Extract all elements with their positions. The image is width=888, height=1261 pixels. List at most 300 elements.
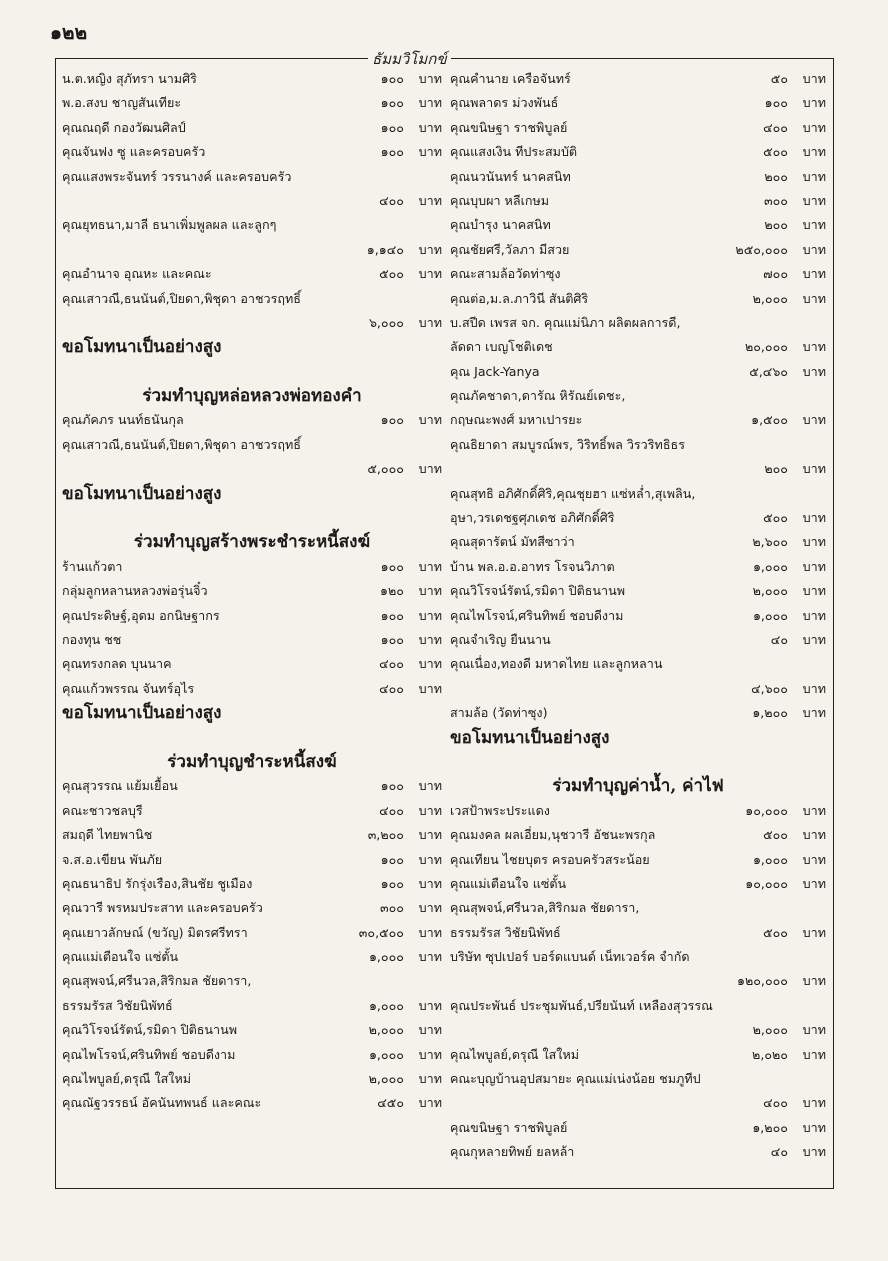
donation-entry <box>62 579 442 603</box>
donor-name: คุณกุหลายทิพย์ ยลหล้า <box>450 1144 575 1160</box>
currency-unit: บาท <box>802 339 826 355</box>
thanks-line: ขอโมทนาเป็นอย่างสูง <box>450 727 610 748</box>
donation-amount: ๑๐,๐๐๐ <box>745 875 788 891</box>
currency-unit: บาท <box>802 705 826 721</box>
donation-amount: ๑,๐๐๐ <box>752 851 788 867</box>
donor-name: คุณณฤดี กองวัฒนศิลป์ <box>62 119 186 135</box>
donation-entry <box>450 384 826 408</box>
section-heading: ร่วมทำบุญสร้างพระชำระหนี้สงฆ์ <box>133 532 371 553</box>
currency-unit: บาท <box>418 583 442 599</box>
donation-amount: ๑๐๐ <box>380 778 404 794</box>
donor-name: คุณคำนาย เครือจันทร์ <box>450 71 571 86</box>
donor-name: คุณเทียน ไชยบุตร ครอบครัวสระน้อย <box>450 851 650 867</box>
donor-name: คุณสุดารัตน์ มัทสีซาว่า <box>450 534 575 550</box>
donor-name: คุณณัฐวรรธน์ อัคนันทพนธ์ และคณะ <box>62 1095 262 1111</box>
currency-unit: บาท <box>418 144 442 160</box>
currency-unit: บาท <box>418 192 442 208</box>
donation-amount: ๑,๐๐๐ <box>368 1046 404 1062</box>
donation-entry <box>62 969 442 993</box>
donor-name: คุณจันฟง ซู และครอบครัว <box>62 144 206 160</box>
donation-amount: ๑๐๐ <box>764 95 788 111</box>
donation-entry <box>450 652 826 676</box>
currency-unit: บาท <box>418 656 442 672</box>
currency-unit: บาท <box>802 1022 826 1038</box>
donor-name: กองทุน ชช <box>62 631 122 647</box>
donation-entry <box>450 360 826 384</box>
donation-entry <box>62 652 442 676</box>
donor-name: คุณสุทธิ อภิศักดิ์ศิริ,คุณชุยฮา แซ่หล่ำ,สุเพลิน, <box>450 485 696 501</box>
donation-entry <box>62 287 442 311</box>
donation-entry <box>450 1140 826 1164</box>
donation-amount: ๑,๐๐๐ <box>368 949 404 965</box>
currency-unit: บาท <box>802 851 826 867</box>
donation-amount: ๑๐๐ <box>380 875 404 891</box>
donation-entry <box>62 774 442 798</box>
donor-name <box>62 457 308 481</box>
donation-entry <box>62 140 442 164</box>
currency-unit: บาท <box>802 510 826 526</box>
donation-amount <box>730 384 826 408</box>
currency-unit: บาท <box>802 461 826 477</box>
currency-unit: บาท <box>802 924 826 940</box>
donation-amount: ๓,๒๐๐ <box>367 827 404 843</box>
donor-name: คุณธิยาดา สมบูรณ์พร, วิริทธิ์พล วิรวริทธิธร <box>450 436 685 452</box>
donation-entry <box>62 1067 442 1091</box>
donor-name: ลัดดา เบญโชติเดช <box>450 339 553 355</box>
donor-name: คุณสุพจน์,ศรีนวล,สิริกมล ชัยดารา, <box>450 900 640 916</box>
donation-entry <box>62 921 442 945</box>
donation-entry <box>450 628 826 652</box>
currency-unit: บาท <box>418 1095 442 1111</box>
donation-amount: ๕๐๐ <box>763 144 788 160</box>
donor-name: ธรรมรัรส วิชัยนิพัทธ์ <box>62 997 173 1013</box>
donation-amount: ๑,๒๐๐ <box>752 1119 788 1135</box>
currency-unit: บาท <box>802 1144 826 1160</box>
donation-entry <box>450 408 826 432</box>
donation-amount: ๑,๕๐๐ <box>751 412 788 428</box>
currency-unit: บาท <box>802 631 826 647</box>
donor-name: คุณไพโรจน์,ศรินทิพย์ ชอบดีงาม <box>450 607 624 623</box>
donation-entry <box>62 945 442 969</box>
donation-amount: ๑๐๐ <box>380 71 404 86</box>
donation-entry <box>450 872 826 896</box>
donor-name: คุณสุวรรณ แย้มเยื้อน <box>62 778 178 794</box>
donation-entry <box>450 848 826 872</box>
donation-amount: ๑,๒๐๐ <box>752 705 788 721</box>
donor-name <box>450 1018 692 1042</box>
donor-name: ธรรมรัรส วิชัยนิพัทธ์ <box>450 924 561 940</box>
donation-amount <box>730 652 826 676</box>
donation-amount: ๔๐ <box>770 1144 788 1160</box>
donation-list-frame <box>55 58 834 1189</box>
donor-name: คุณ Jack-Yanya <box>450 363 540 379</box>
donor-name <box>450 457 692 481</box>
donor-name: พ.อ.สงบ ชาญสันเทียะ <box>62 95 182 111</box>
donation-entry <box>450 213 826 237</box>
donation-entry <box>450 677 826 701</box>
donor-name: คุณไพบูลย์,ดรุณี ใสใหม่ <box>450 1046 580 1062</box>
donation-entry <box>62 604 442 628</box>
currency-unit: บาท <box>802 607 826 623</box>
donation-entry <box>450 1043 826 1067</box>
currency-unit: บาท <box>418 412 442 428</box>
donation-amount <box>730 896 826 920</box>
spacer <box>62 360 442 384</box>
donation-entry <box>450 896 826 920</box>
currency-unit: บาท <box>802 290 826 306</box>
donation-amount <box>730 433 826 457</box>
donation-amount <box>346 213 442 237</box>
donor-name <box>450 969 692 993</box>
donor-name <box>62 189 308 213</box>
donation-amount <box>730 311 826 335</box>
donor-name: คุณต่อ,ม.ล.ภาวินี สันติศิริ <box>450 290 589 306</box>
donor-name: คุณแก้วพรรณ จันทร์อุไร <box>62 680 195 696</box>
donation-entry <box>450 604 826 628</box>
thanks-line: ขอโมทนาเป็นอย่างสูง <box>62 337 222 358</box>
donation-amount <box>346 165 442 189</box>
currency-unit: บาท <box>418 241 442 257</box>
right-column <box>450 67 826 1165</box>
currency-unit: บาท <box>802 583 826 599</box>
donor-name: คุณภัคภร นนท์ธนันกุล <box>62 412 184 428</box>
donor-name: คณะสามล้อวัดท่าซุง <box>450 266 561 282</box>
currency-unit: บาท <box>802 680 826 696</box>
currency-unit: บาท <box>418 802 442 818</box>
donation-entry <box>450 945 826 969</box>
currency-unit: บาท <box>802 412 826 428</box>
currency-unit: บาท <box>418 875 442 891</box>
currency-unit: บาท <box>418 851 442 867</box>
donation-entry <box>62 799 442 823</box>
donor-name: คุณจำเริญ ยืนนาน <box>450 631 551 647</box>
donation-entry <box>450 433 826 457</box>
donation-amount: ๓๐๐ <box>380 900 404 916</box>
donation-entry <box>450 799 826 823</box>
donation-entry <box>62 91 442 115</box>
donation-entry <box>450 311 826 335</box>
donation-amount <box>730 1067 826 1091</box>
donation-entry <box>450 921 826 945</box>
currency-unit: บาท <box>802 973 826 989</box>
donation-entry <box>62 213 442 237</box>
donor-name: คุณประดิษฐ์,อุดม อกนิษฐากร <box>62 607 220 623</box>
donation-entry <box>450 1018 826 1042</box>
left-column <box>62 67 442 1116</box>
currency-unit: บาท <box>418 680 442 696</box>
donation-entry <box>62 848 442 872</box>
currency-unit: บาท <box>802 827 826 843</box>
donation-amount: ๕๐๐ <box>763 827 788 843</box>
donor-name: คุณยุทธนา,มาลี ธนาเพิ่มพูลผล และลูกๆ <box>62 217 277 233</box>
currency-unit: บาท <box>802 1046 826 1062</box>
donation-amount <box>730 994 826 1018</box>
donation-entry <box>450 140 826 164</box>
donation-amount: ๑๒๐,๐๐๐ <box>736 973 788 989</box>
donation-amount: ๑,๐๐๐ <box>752 558 788 574</box>
donor-name: บ.สปีด เพรส จก. คุณแม่นิภา ผลิตผลการดี, <box>450 314 681 330</box>
donation-entry <box>450 262 826 286</box>
currency-unit: บาท <box>802 241 826 257</box>
donor-name: คุณสุพจน์,ศรีนวล,สิริกมล ชัยดารา, <box>62 973 252 989</box>
donor-name: คุณบำรุง นาคสนิท <box>450 217 551 233</box>
donation-entry <box>450 165 826 189</box>
donation-amount <box>346 287 442 311</box>
donation-amount: ๑๐๐ <box>380 607 404 623</box>
spacer <box>450 750 826 774</box>
donor-name: คุณภัคชาดา,ดารัณ หิรัณย์เดชะ, <box>450 388 626 404</box>
donation-entry <box>62 1091 442 1115</box>
donation-entry <box>450 823 826 847</box>
donation-entry <box>62 457 442 481</box>
donation-entry <box>62 408 442 432</box>
donor-name <box>62 238 308 262</box>
donor-name <box>450 677 692 701</box>
donor-name: คุณแม่เตือนใจ แซ่ตั้น <box>450 875 567 891</box>
donation-entry <box>450 116 826 140</box>
donation-entry <box>62 677 442 701</box>
donation-amount: ๒๐๐ <box>764 217 788 233</box>
donation-amount: ๒๕๐,๐๐๐ <box>735 241 788 257</box>
currency-unit: บาท <box>802 119 826 135</box>
donor-name: เวสป้าพระประแดง <box>450 802 550 818</box>
donation-amount <box>346 433 442 457</box>
donation-amount: ๑๐๐ <box>380 144 404 160</box>
currency-unit: บาท <box>418 1046 442 1062</box>
donor-name: คณะชาวชลบุรี <box>62 802 143 818</box>
donation-amount: ๑,๐๐๐ <box>368 997 404 1013</box>
spacer <box>62 726 442 750</box>
donor-name: กลุ่มลูกหลานหลวงพ่อรุ่นจิ๋ว <box>62 583 208 599</box>
donor-name: อุษา,วรเดชฐศุภเดช อภิศักดิ์ศิริ <box>450 510 615 526</box>
donation-amount: ๑๐๐ <box>380 412 404 428</box>
section-heading: ร่วมทำบุญค่าน้ำ, ค่าไฟ <box>552 776 724 797</box>
spacer <box>62 506 442 530</box>
donation-entry <box>62 872 442 896</box>
donor-name: บ้าน พล.อ.อ.อาทร โรจนวิภาต <box>450 558 615 574</box>
donor-name <box>62 311 308 335</box>
donation-amount: ๔๐๐ <box>379 680 404 696</box>
donor-name: ร้านแก้วตา <box>62 558 123 574</box>
donation-amount: ๔,๖๐๐ <box>751 680 788 696</box>
donor-name: คุณทรงกลด บุนนาค <box>62 656 172 672</box>
currency-unit: บาท <box>418 461 442 477</box>
donor-name: คุณชัยศรี,วัลภา มีสวย <box>450 241 570 257</box>
donor-name: คุณขนิษฐา ราชพิบูลย์ <box>450 1119 568 1135</box>
donor-name: คุณเนื่อง,ทองดี มหาดไทย และลูกหลาน <box>450 656 663 672</box>
currency-unit: บาท <box>802 875 826 891</box>
donation-entry <box>450 555 826 579</box>
currency-unit: บาท <box>802 363 826 379</box>
donor-name: คุณประพันธ์ ประชุมพันธ์,ปรียนันท์ เหลืองสุวรรณ <box>450 997 713 1013</box>
donor-name: คุณพลาดร ม่วงพันธ์ <box>450 95 559 111</box>
donation-amount: ๕๐๐ <box>763 510 788 526</box>
donor-name <box>450 1091 692 1115</box>
donation-amount: ๒,๐๐๐ <box>368 1071 404 1087</box>
currency-unit: บาท <box>802 534 826 550</box>
donation-entry <box>450 482 826 506</box>
donation-entry <box>450 579 826 603</box>
donation-amount: ๒๐๐ <box>764 168 788 184</box>
donation-amount: ๔๐๐ <box>763 1095 788 1111</box>
donor-name: คุณขนิษฐา ราชพิบูลย์ <box>450 119 568 135</box>
currency-unit: บาท <box>418 95 442 111</box>
currency-unit: บาท <box>418 997 442 1013</box>
currency-unit: บาท <box>802 71 826 86</box>
donation-amount: ๑๐,๐๐๐ <box>745 802 788 818</box>
donor-name: กฤษณะพงศ์ มหาเปารยะ <box>450 412 583 428</box>
donation-amount <box>730 945 826 969</box>
donation-amount: ๔๐๐ <box>379 802 404 818</box>
currency-unit: บาท <box>802 144 826 160</box>
donation-amount: ๕๐ <box>770 71 788 86</box>
donation-amount: ๒,๐๒๐ <box>752 1046 788 1062</box>
currency-unit: บาท <box>802 95 826 111</box>
donation-entry <box>450 1116 826 1140</box>
donor-name: คุณวิโรจน์รัตน์,รมิดา ปิติธนานพ <box>450 583 626 599</box>
currency-unit: บาท <box>418 1071 442 1087</box>
donation-entry <box>62 311 442 335</box>
donation-entry <box>450 335 826 359</box>
donation-amount: ๔๐๐ <box>763 119 788 135</box>
donor-name: สมฤดี ไทยพานิช <box>62 827 153 843</box>
donation-amount: ๕,๔๖๐ <box>749 363 788 379</box>
donation-amount: ๕,๐๐๐ <box>367 461 404 477</box>
donation-amount: ๔๐๐ <box>379 192 404 208</box>
donation-entry <box>62 116 442 140</box>
donation-entry <box>450 287 826 311</box>
donation-entry <box>62 433 442 457</box>
donation-amount: ๒,๐๐๐ <box>752 290 788 306</box>
donor-name: คุณไพโรจน์,ศรินทิพย์ ชอบดีงาม <box>62 1046 236 1062</box>
donation-entry <box>62 189 442 213</box>
currency-unit: บาท <box>802 802 826 818</box>
donation-entry <box>450 506 826 530</box>
currency-unit: บาท <box>418 71 442 86</box>
donation-entry <box>62 994 442 1018</box>
donation-entry <box>62 1043 442 1067</box>
donation-amount: ๒๐๐ <box>764 461 788 477</box>
donor-name: คุณเสาวณี,ธนนันต์,ปิยดา,พิชุดา อาชวรฤทธิ์ <box>62 290 301 306</box>
currency-unit: บาท <box>418 1022 442 1038</box>
currency-unit: บาท <box>418 607 442 623</box>
donor-name: บริษัท ซุปเปอร์ บอร์ดแบนด์ เน็ทเวอร์ค จำกัด <box>450 949 690 965</box>
donation-amount: ๓๐๐ <box>764 192 788 208</box>
donor-name: คณะบุญบ้านอุปสมายะ คุณแม่เน่งน้อย ชมภูทีป <box>450 1071 701 1087</box>
donation-entry <box>62 262 442 286</box>
donation-amount: ๕๐๐ <box>763 924 788 940</box>
donation-amount: ๔๕๐ <box>377 1095 404 1111</box>
donor-name: คุณวารี พรหมประสาท และครอบครัว <box>62 900 263 916</box>
donation-entry <box>450 238 826 262</box>
donation-amount: ๒,๐๐๐ <box>368 1022 404 1038</box>
donation-entry <box>62 165 442 189</box>
currency-unit: บาท <box>418 631 442 647</box>
currency-unit: บาท <box>802 1119 826 1135</box>
donation-entry <box>450 701 826 725</box>
donation-entry <box>450 994 826 1018</box>
donation-entry <box>62 238 442 262</box>
donor-name: คุณแสงพระจันทร์ วรรนางค์ และครอบครัว <box>62 168 292 184</box>
donation-amount: ๔๐๐ <box>379 656 404 672</box>
donor-name: คุณบุบผา หลีเกษม <box>450 192 550 208</box>
donor-name: คุณเยาวลักษณ์ (ขวัญ) มิตรศรีทรา <box>62 924 248 940</box>
donation-entry <box>62 896 442 920</box>
donor-name: คุณธนาธิป รักรุ่งเรือง,สินชัย ชูเมือง <box>62 875 253 891</box>
donation-entry <box>450 67 826 91</box>
donation-entry <box>62 555 442 579</box>
donation-amount: ๕๐๐ <box>379 266 404 282</box>
donation-entry <box>62 1018 442 1042</box>
donation-amount <box>730 482 826 506</box>
currency-unit: บาท <box>418 924 442 940</box>
donation-entry <box>450 1067 826 1091</box>
donation-entry <box>62 628 442 652</box>
currency-unit: บาท <box>418 266 442 282</box>
currency-unit: บาท <box>418 778 442 794</box>
donation-entry <box>450 969 826 993</box>
donation-amount: ๑,๑๔๐ <box>366 241 404 257</box>
currency-unit: บาท <box>802 266 826 282</box>
donor-name: สามล้อ (วัดท่าซุง) <box>450 705 548 721</box>
donation-amount: ๑๐๐ <box>380 631 404 647</box>
currency-unit: บาท <box>418 558 442 574</box>
donor-name: จ.ส.อ.เขียน พันภัย <box>62 851 163 867</box>
donor-name: คุณไพบูลย์,ดรุณี ใสใหม่ <box>62 1071 192 1087</box>
donation-amount: ๑๐๐ <box>380 119 404 135</box>
currency-unit: บาท <box>802 217 826 233</box>
donation-amount: ๗๐๐ <box>763 266 788 282</box>
donation-amount: ๑๐๐ <box>380 851 404 867</box>
donation-amount: ๔๐ <box>770 631 788 647</box>
donation-amount: ๖,๐๐๐ <box>368 314 404 330</box>
running-header: ธัมมวิโมกข์ <box>368 47 451 71</box>
donation-amount <box>346 969 442 993</box>
donation-amount: ๑๒๐ <box>380 583 404 599</box>
currency-unit: บาท <box>418 949 442 965</box>
currency-unit: บาท <box>802 1095 826 1111</box>
donation-amount: ๒,๖๐๐ <box>752 534 788 550</box>
donor-name: คุณนวนันทร์ นาคสนิท <box>450 168 571 184</box>
section-heading: ร่วมทำบุญหล่อหลวงพ่อทองคำ <box>142 386 362 407</box>
currency-unit: บาท <box>418 314 442 330</box>
donation-amount: ๑,๐๐๐ <box>752 607 788 623</box>
donation-entry <box>450 457 826 481</box>
currency-unit: บาท <box>418 900 442 916</box>
donation-amount: ๑๐๐ <box>380 558 404 574</box>
donation-amount: ๑๐๐ <box>380 95 404 111</box>
donor-name: น.ต.หญิง สุภัทรา นามศิริ <box>62 71 197 86</box>
donor-name: คุณแม่เตือนใจ แซ่ตั้น <box>62 949 179 965</box>
currency-unit: บาท <box>418 827 442 843</box>
donation-entry <box>450 189 826 213</box>
thanks-line: ขอโมทนาเป็นอย่างสูง <box>62 703 222 724</box>
donor-name: คุณอำนาจ อุณหะ และคณะ <box>62 266 212 282</box>
thanks-line: ขอโมทนาเป็นอย่างสูง <box>62 483 222 504</box>
donor-name: คุณแสงเงิน ทีประสมบัติ <box>450 144 578 160</box>
donation-amount: ๒๐,๐๐๐ <box>744 339 788 355</box>
currency-unit: บาท <box>802 168 826 184</box>
donation-amount: ๓๐,๕๐๐ <box>358 924 404 940</box>
donor-name: คุณวิโรจน์รัตน์,รมิดา ปิติธนานพ <box>62 1022 238 1038</box>
section-heading: ร่วมทำบุญชำระหนี้สงฆ์ <box>167 751 337 772</box>
donation-amount: ๒,๐๐๐ <box>752 583 788 599</box>
currency-unit: บาท <box>418 119 442 135</box>
donation-entry <box>450 91 826 115</box>
currency-unit: บาท <box>802 558 826 574</box>
page-number: ๑๒๒ <box>50 22 88 44</box>
donation-amount: ๒,๐๐๐ <box>752 1022 788 1038</box>
